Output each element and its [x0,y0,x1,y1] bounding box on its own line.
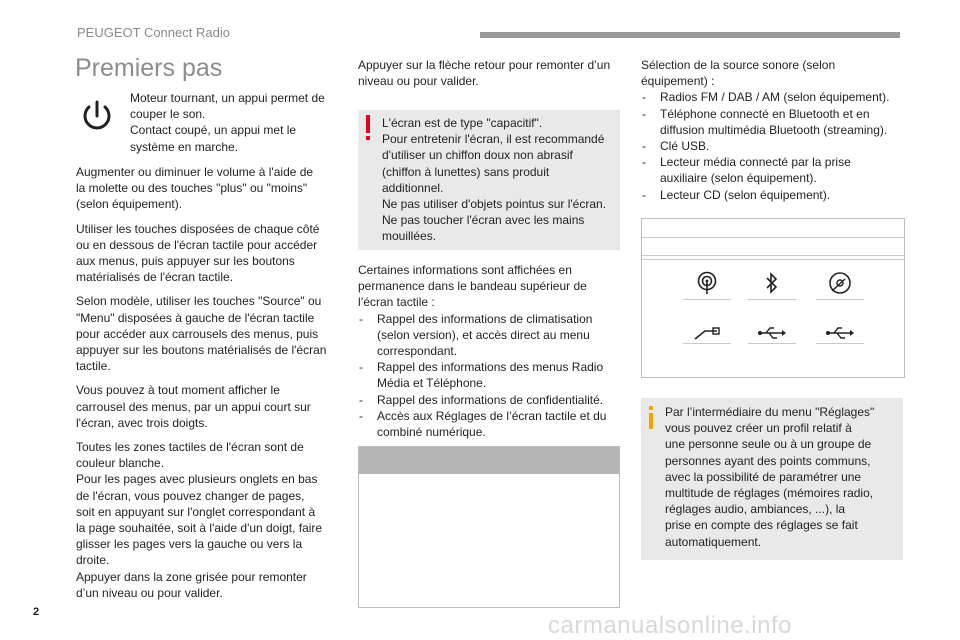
text-line: L'écran est de type "capacitif". [382,116,543,130]
text-line: système en marche. [130,139,239,154]
text-line: Radios FM / DAB / AM (selon équipement). [660,90,890,105]
text-line: Lecteur CD (selon équipement). [660,187,831,202]
usb-icon [820,313,860,353]
usb-icon [752,313,792,353]
text-line: Toutes les zones tactiles de l'écran sont de [76,440,304,455]
text-line: (chiffon à lunettes) sans produit [382,164,550,179]
text-line: correspondant. [377,344,458,359]
divider [683,299,731,300]
list-item [641,187,911,203]
text-line: tactile. [76,359,111,374]
text-line: combiné numérique. [377,425,486,440]
middle-intro [358,57,628,89]
text-line: ou en dessous de l'écran tactile pour accéder [76,237,318,252]
paragraph-touch-zones [76,439,346,601]
info-icon-dot [649,406,653,410]
paragraph-volume [76,164,346,213]
screen-row [642,237,904,256]
list-item [641,138,911,154]
text-line: l’écran tactile : [358,295,435,310]
text-line: Ne pas utiliser d'objets pointus sur l'écran. [382,197,607,212]
list-item [358,311,623,360]
text-line: Appuyer sur la flèche retour pour remonter d’un [358,58,611,72]
paragraph-touches [76,221,346,286]
text-line: de l'écran, vous pouvez changer de pages, [76,488,305,503]
text-line: pour accéder aux carrousels des menus, puis [76,326,319,341]
left-column [76,164,346,609]
text-line: Moteur tournant, un appui permet de [130,91,325,105]
page-title: Premiers pas [75,54,223,82]
power-description [130,90,340,155]
text-line: mouillées. [382,229,437,244]
text-line: glisser les pages vers la gauche ou vers la [76,537,303,552]
text-line: couper le son. [130,107,206,122]
warning-icon-dot [366,136,370,140]
screen-banner [359,447,619,474]
warning-icon [366,115,370,133]
screen-row [642,255,904,260]
page-number: 2 [33,606,40,618]
banner-intro [358,262,623,311]
text-line: Sélection de la source sonore (selon [641,58,836,72]
text-line: soit en appuyant sur l'onglet correspondant à [76,504,316,519]
running-header: PEUGEOT Connect Radio [77,25,230,40]
list-item [641,154,911,186]
text-line: Ne pas toucher l'écran avec les mains [382,213,585,228]
list-item [358,359,623,391]
divider [683,343,731,344]
text-line: (selon équipement). [76,197,183,212]
text-line: vous pouvez créer un profil relatif à [665,421,852,436]
text-line: l'écran, avec trois doigts. [76,415,208,430]
paragraph-carousel [76,382,346,431]
text-line: Augmenter ou diminuer le volume à l'aide de [76,165,314,179]
info-icon [649,413,653,429]
text-line: Clé USB. [660,139,710,154]
text-line: d’un niveau ou pour valider. [76,585,223,600]
divider [748,299,796,300]
text-line: une personne seule ou à un groupe de [665,437,872,452]
list-item [358,408,623,440]
text-line: Rappel des informations des menus Radio [377,360,604,375]
text-line: la molette ou des touches "plus" ou "moins" [76,181,308,196]
list-item [641,89,911,105]
screen-illustration [358,446,620,608]
text-line: Téléphone connecté en Bluetooth et en [660,106,870,121]
screen-row [642,219,904,238]
text-line: prise en compte des réglages se fait [665,518,858,533]
text-line: "Menu" disposées à gauche de l'écran tactile [76,310,315,325]
divider [816,343,864,344]
text-line: avec la possibilité de paramétrer une [665,469,862,484]
text-line: appuyer sur les boutons matérialisés de l'écran [76,343,327,358]
banner-list [358,311,623,441]
text-line: automatiquement. [665,534,762,549]
text-line: Rappel des informations de climatisation [377,311,593,326]
text-line: réglages audio, ambiances, ...), la [665,502,846,517]
warning-text [382,115,616,245]
text-line: Par l’intermédiaire du menu "Réglages" [665,405,875,419]
source-intro [641,57,911,89]
cd-icon [820,263,860,303]
text-line: permanence dans le bandeau supérieur de [358,279,587,294]
warning-box [358,110,620,250]
source-screen-illustration [641,218,905,378]
list-item [358,392,623,408]
text-line: Appuyer dans la zone grisée pour remonter [76,569,307,584]
text-line: Lecteur média connecté par la prise [660,155,851,170]
text-line: Contact coupé, un appui met le [130,123,297,138]
text-line: Accès aux Réglages de l’écran tactile et du [377,408,607,423]
paragraph-source-menu [76,293,346,374]
text-line: aux menus, puis appuyer sur les boutons [76,254,295,269]
text-line: Utiliser les touches disposées de chaque côté [76,221,320,236]
text-line: droite. [76,553,110,568]
text-line: (selon version), et accès direct au menu [377,327,590,342]
text-line: personnes ayant des points communs, [665,453,871,468]
source-section [641,57,911,203]
watermark: carmanualsonline.info [548,612,792,639]
info-box [641,398,903,560]
text-line: la page souhaitée, soit à l'aide d'un doigt, faire [76,521,323,536]
bluetooth-icon [752,263,792,303]
power-icon [79,98,115,134]
text-line: Pour entretenir l'écran, il est recommandé [382,132,605,147]
source-list [641,89,911,202]
divider [748,343,796,344]
text-line: Pour les pages avec plusieurs onglets en bas [76,472,318,487]
text-line: Vous pouvez à tout moment afficher le [76,383,280,398]
text-line: niveau ou pour valider. [358,74,479,89]
text-line: d'utiliser un chiffon doux non abrasif [382,148,573,163]
text-line: couleur blanche. [76,456,165,471]
header-bar [480,32,900,38]
text-line: additionnel. [382,180,444,195]
text-line: auxiliaire (selon équipement). [660,171,817,186]
divider [816,299,864,300]
info-text [665,404,897,550]
radio-icon [687,263,727,303]
text-line: Média et Téléphone. [377,376,487,391]
text-line: carrousel des menus, par un appui court sur [76,399,311,414]
list-item [641,106,911,138]
text-line: matérialisés de l'écran tactile. [76,270,234,285]
text-line: diffusion multimédia Bluetooth (streaming). [660,122,888,137]
text-line: multitude de réglages (mémoires radio, [665,486,874,501]
text-line: Certaines informations sont affichées en [358,263,572,277]
aux-jack-icon [687,313,727,353]
text-line: Selon modèle, utiliser les touches "Source" ou [76,294,322,309]
text-line: équipement) : [641,74,715,89]
text-line: Rappel des informations de confidentialité. [377,392,604,407]
banner-section [358,262,623,440]
